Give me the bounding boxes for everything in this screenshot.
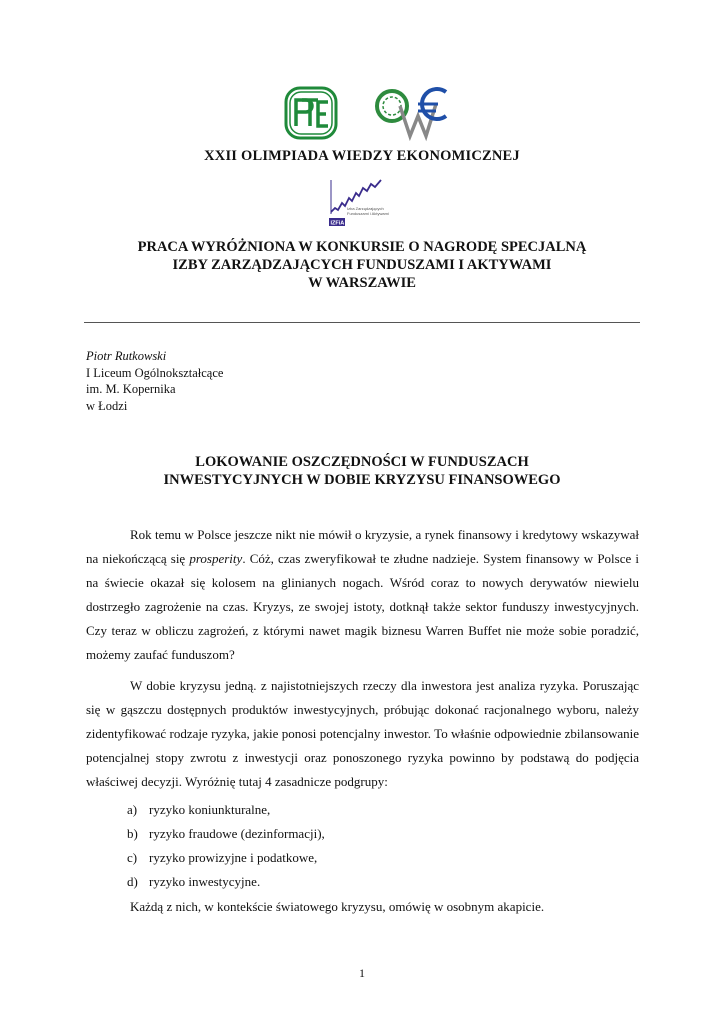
paper-title [90, 453, 634, 489]
list-item-text: ryzyko fraudowe (dezinformacji), [149, 826, 325, 841]
list-marker: d) [127, 874, 138, 889]
list-item-text: ryzyko inwestycyjne. [149, 874, 261, 889]
list-item-text: ryzyko koniunkturalne, [149, 802, 271, 817]
paragraph-1 [86, 523, 639, 667]
list-marker: b) [127, 826, 138, 841]
closing-sentence [86, 895, 639, 919]
svg-text:Izba Zarządzających: Izba Zarządzających [347, 206, 384, 211]
list-item [127, 798, 325, 822]
paragraph-1-text-start: Rok temu w Polsce jeszcze nikt nie mówił o kryzysie, a rynek finansowy i kredytowy wskazywał na niekończącą się [86, 527, 639, 566]
horizontal-divider [84, 322, 640, 323]
list-marker: a) [127, 802, 138, 817]
paragraph-2-text: W dobie kryzysu jedną. z najistotniejszych rzeczy dla inwestora jest analiza ryzyka. Poruszając się w gąszczu dostępnych produktów inwestycyjnych, próbując dokonać racjonalnego wyboru, należy zidentyfikować rodzaje ryzyka, jakie ponosi potencjalny inwestor. To właśnie odpowiednie zbilansowanie potencjalnej stopy zwrotu z inwestycji oraz ponoszonego ryzyka powinno by podstawą do podjęcia właściwej decyzji. Wyróżnię tutaj 4 zasadnicze podgrupy: [86, 678, 639, 789]
pte-logo [284, 86, 338, 140]
olympiad-title: XXII OLIMPIADA WIEDZY EKONOMICZNEJ [204, 148, 520, 164]
svg-text:Funduszami i Aktywami: Funduszami i Aktywami [347, 211, 389, 216]
author-block [86, 348, 223, 414]
school-line-1: I Liceum Ogólnokształcące [86, 365, 224, 380]
school-line-2: im. M. Kopernika [86, 382, 176, 396]
paper-title-line-2: INWESTYCYJNYCH W DOBIE KRYZYSU FINANSOWEGO [163, 472, 561, 488]
list-item [127, 822, 325, 846]
author-name: Piotr Rutkowski [86, 349, 167, 363]
paper-title-line-1: LOKOWANIE OSZCZĘDNOŚCI W FUNDUSZACH [195, 454, 529, 470]
list-item [127, 846, 325, 870]
list-item-text: ryzyko prowizyjne i podatkowe, [149, 850, 318, 865]
list-item [127, 870, 325, 894]
list-marker: c) [127, 850, 138, 865]
award-line-3: W WARSZAWIE [308, 275, 416, 291]
paragraph-1-italic-term: prosperity [189, 551, 243, 566]
risk-list [127, 798, 325, 894]
award-heading [90, 238, 634, 292]
svg-text:IZFiA: IZFiA [330, 220, 345, 227]
paragraph-1-text-end: . Cóż, czas zweryfikował te złudne nadzieje. System finansowy w Polsce i na świecie okazał się kolosem na glinianych nogach. Wśród coraz to nowych derywatów niewielu dostrzegło zagrożenie na czas. Kryzys, ze swojej istoty, dotknął także sektor funduszy inwestycyjnych. Czy teraz w obliczu zagrożeń, z którymi nawet magik biznesu Warren Buffet nie może sobie poradzić, możemy zaufać funduszom? [86, 551, 639, 662]
closing-text: Każdą z nich, w kontekście światowego kryzysu, omówię w osobnym akapicie. [130, 899, 545, 914]
paragraph-2 [86, 674, 639, 794]
school-line-3: w Łodzi [86, 398, 128, 413]
award-line-2: IZBY ZARZĄDZAJĄCYCH FUNDUSZAMI I AKTYWAMI [172, 257, 552, 273]
owe-logo [372, 84, 450, 142]
page-number: 1 [359, 966, 365, 980]
award-line-1: PRACA WYRÓŻNIONA W KONKURSIE O NAGRODĘ SPECJALNĄ [137, 239, 587, 255]
izfia-logo [327, 178, 389, 228]
